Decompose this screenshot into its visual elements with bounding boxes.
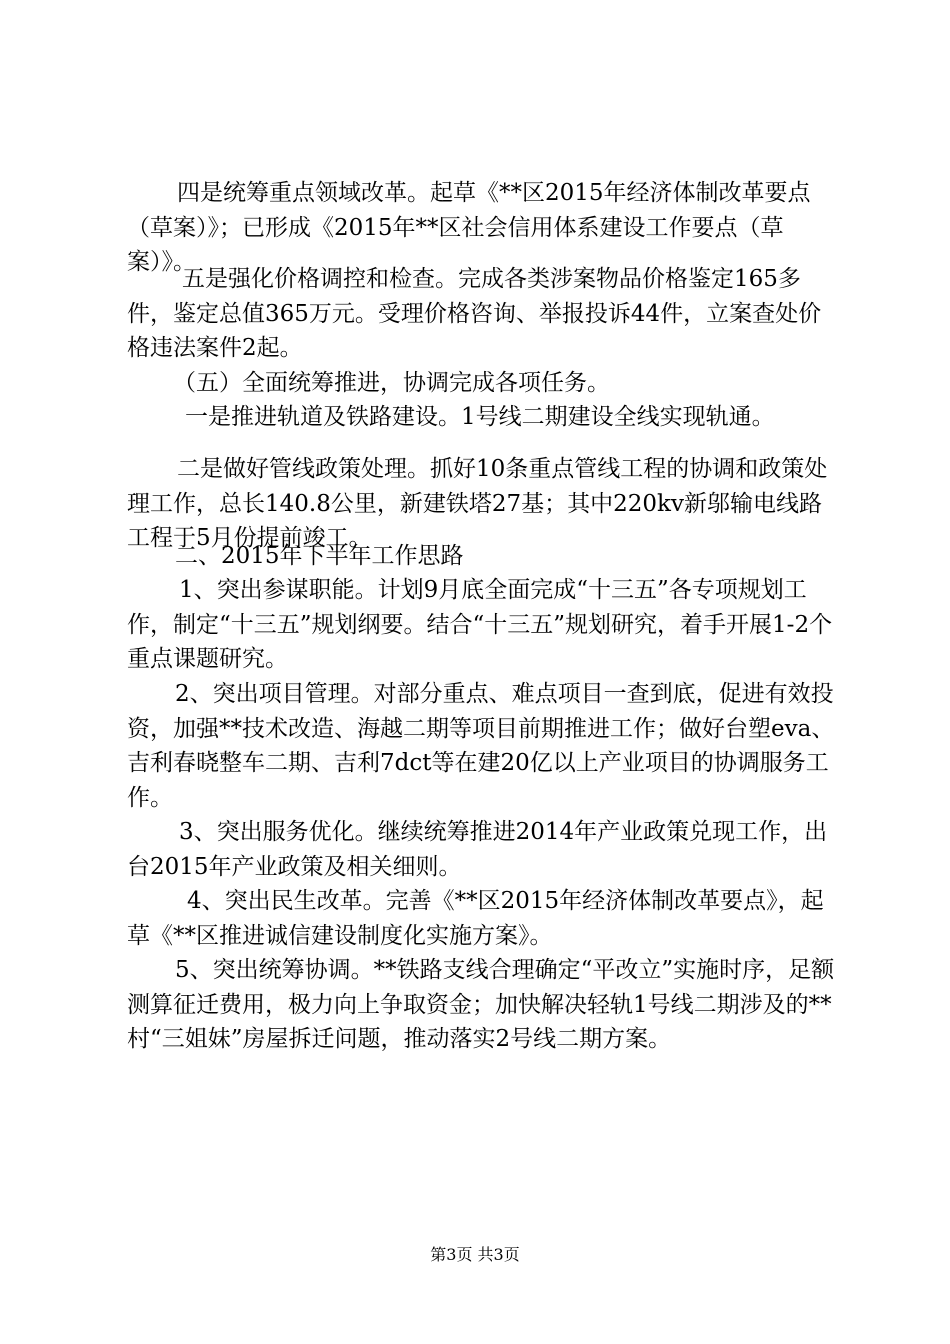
paragraph-second-half-heading: 二、2015年下半年工作思路	[175, 543, 464, 569]
page-footer: 第3页 共3页	[430, 1245, 520, 1264]
paragraph-livelihood-reform: 4、突出民生改革。完善《**区2015年经济体制改革要点》，起草《**区推进诚信建设制度化实施方案》。	[127, 888, 824, 949]
paragraph-price-control: 五是强化价格调控和检查。完成各类涉案物品价格鉴定165多件，鉴定总值365万元。受理价格咨询、举报投诉44件，立案查处价格违法案件2起。	[127, 266, 822, 361]
paragraph-coordination: 5、突出统筹协调。**铁路支线合理确定“平改立”实施时序，足额测算征迁费用，极力向上争取资金；加快解决轻轨1号线二期涉及的**村“三姐妹”房屋拆迁问题，推动落实2号线二期方案。	[127, 957, 835, 1052]
paragraph-pipeline-policy: 二是做好管线政策处理。抓好10条重点管线工程的协调和政策处理工作，总长140.8公里，新建铁塔27基；其中220kv新邬输电线路工程于5月份提前竣工。	[127, 456, 828, 551]
paragraph-project-management: 2、突出项目管理。对部分重点、难点项目一查到底，促进有效投资，加强**技术改造、海越二期等项目前期推进工作；做好台塑eva、吉利春晓整车二期、吉利7dct等在建20亿以上产业项目的协调服务工作。	[127, 681, 835, 811]
paragraph-advisory-function: 1、突出参谋职能。计划9月底全面完成“十三五”各专项规划工作，制定“十三五”规划纲要。结合“十三五”规划研究，着手开展1-2个重点课题研究。	[127, 577, 833, 672]
paragraph-service-optimization: 3、突出服务优化。继续统筹推进2014年产业政策兑现工作，出台2015年产业政策及相关细则。	[127, 819, 828, 880]
paragraph-reform: 四是统筹重点领域改革。起草《**区2015年经济体制改革要点（草案）》；已形成《2015年**区社会信用体系建设工作要点（草案）》。	[127, 180, 811, 275]
paragraph-rail-construction: 一是推进轨道及铁路建设。1号线二期建设全线实现轨通。	[185, 404, 775, 430]
paragraph-section-five: （五）全面统筹推进，协调完成各项任务。	[173, 370, 610, 396]
